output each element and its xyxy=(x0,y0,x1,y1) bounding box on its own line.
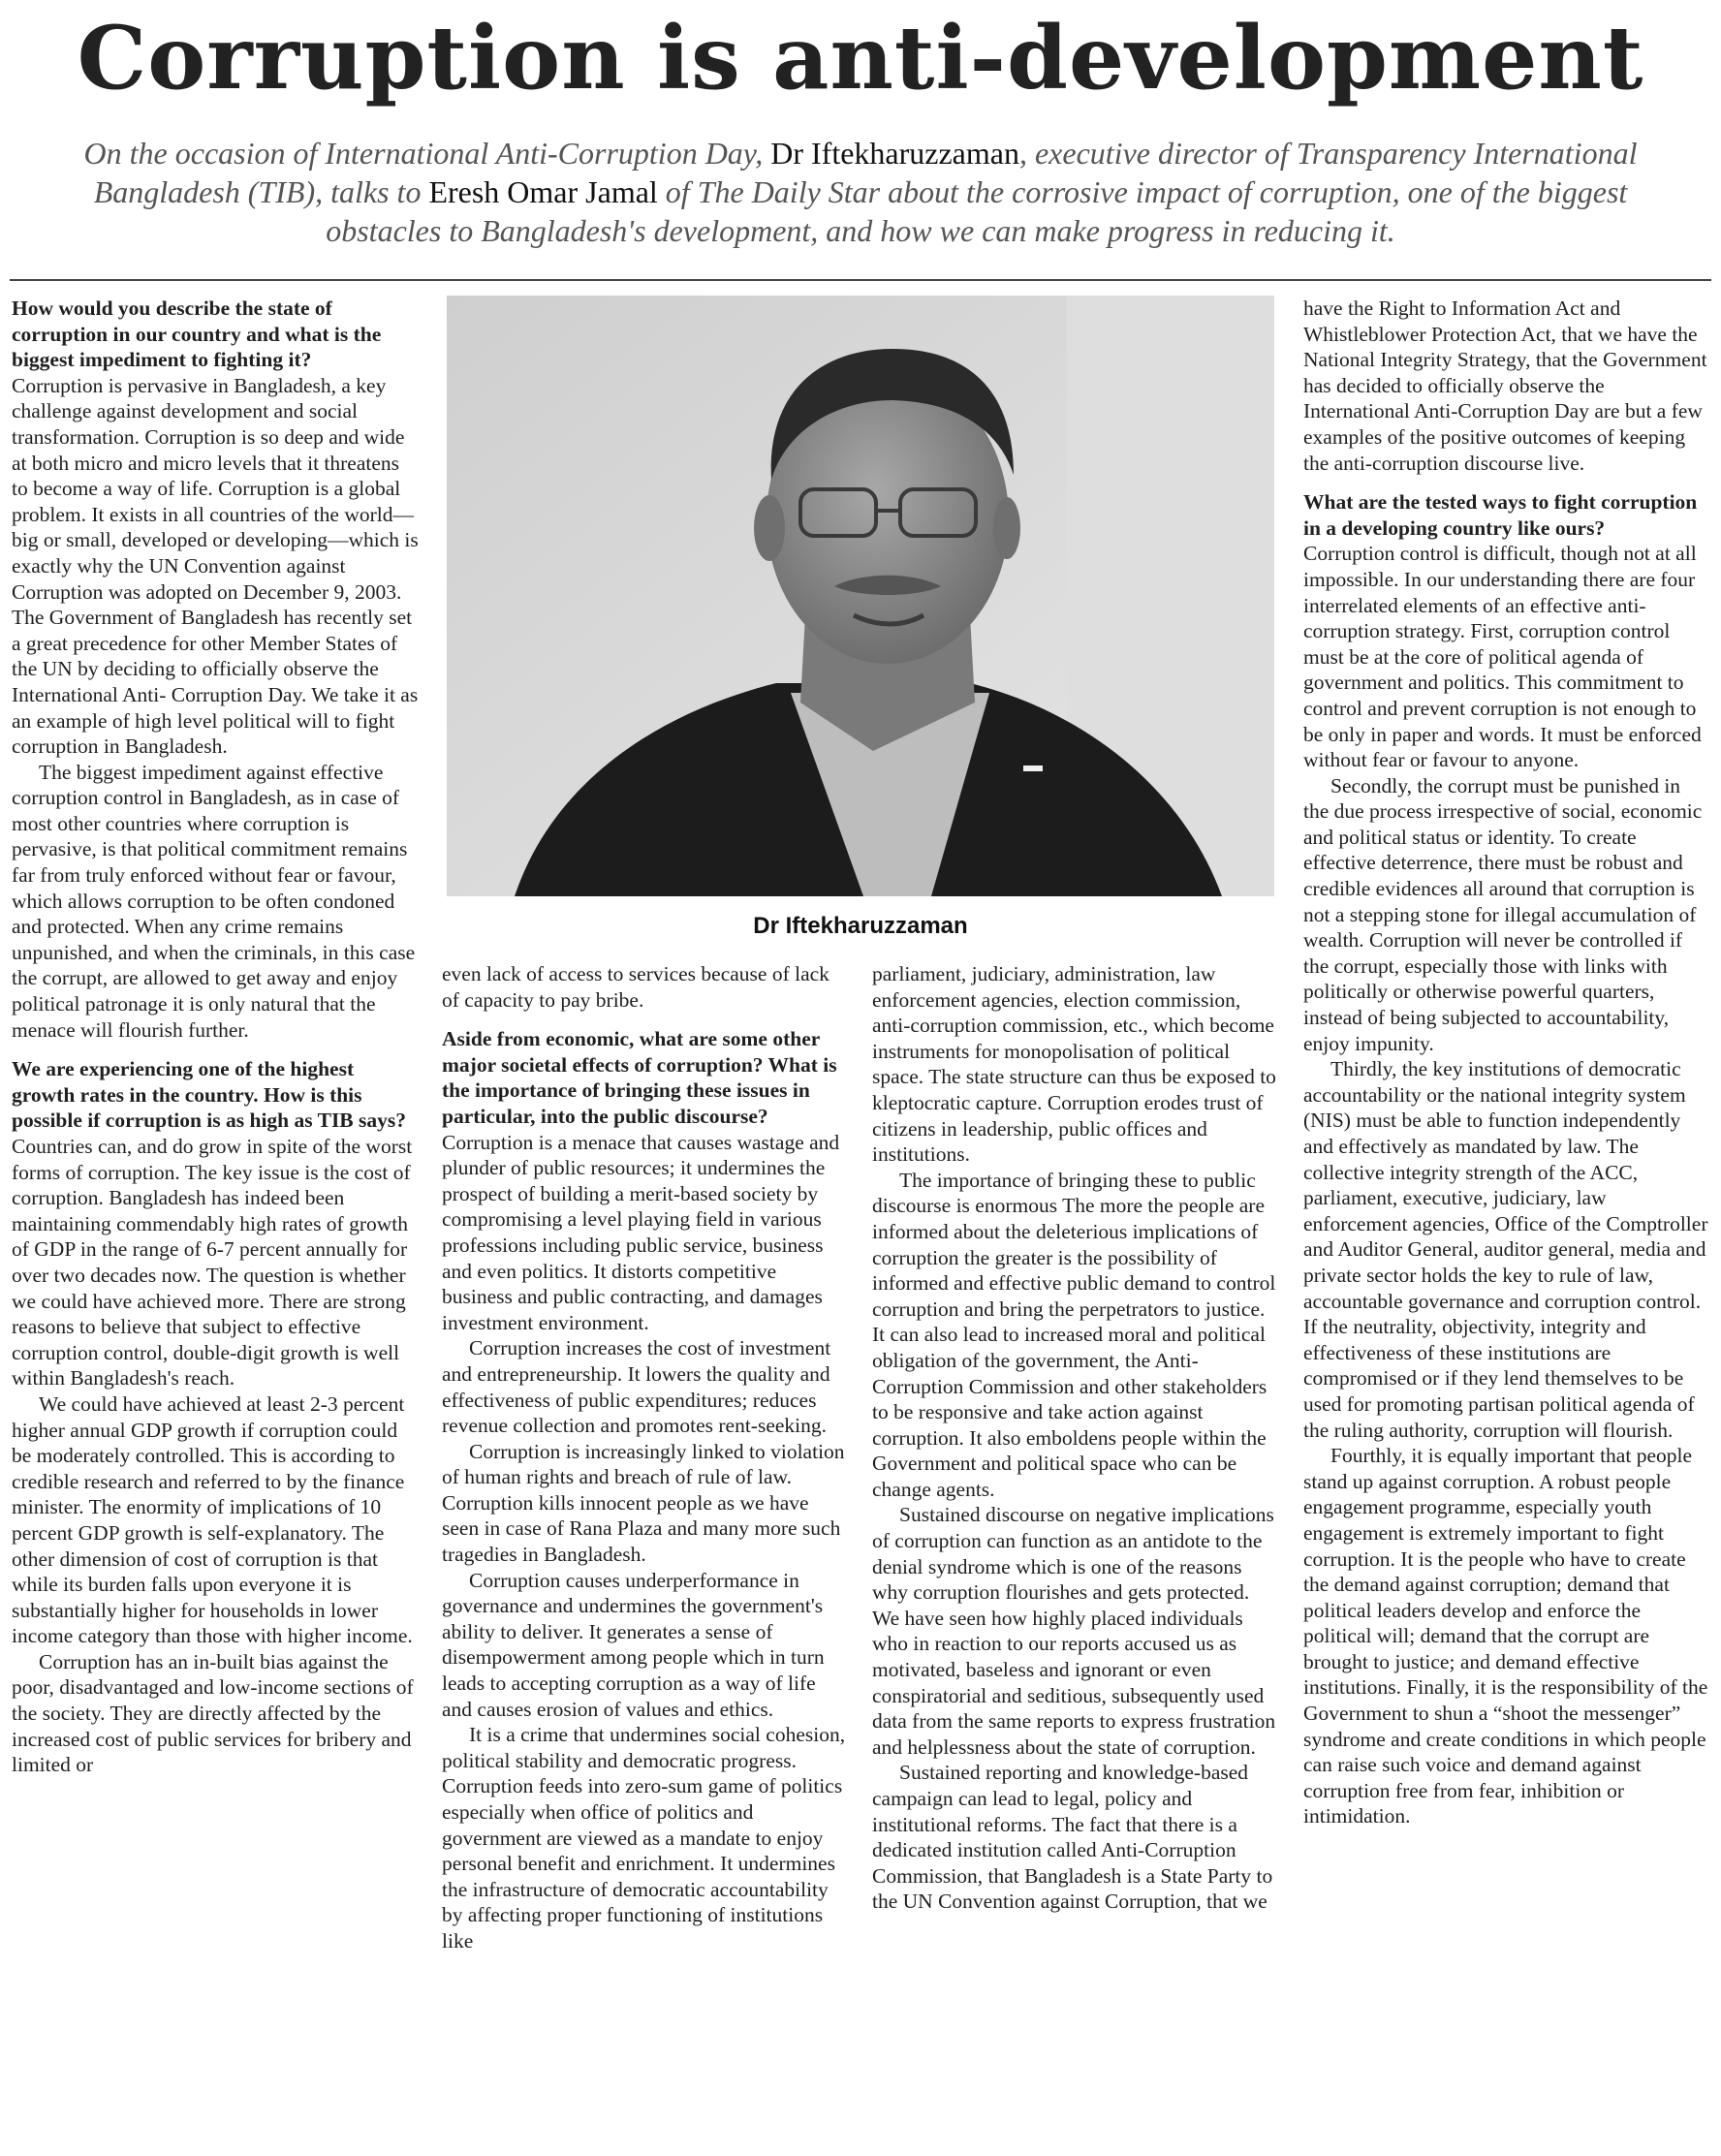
answer-paragraph: Corruption is increasingly linked to violation of human rights and breach of rule of law. Corruption kills innocent people as we have seen in case of Rana Plaza and many more such tragedies in Bangladesh. xyxy=(442,1439,845,1567)
answer-paragraph: Sustained discourse on negative implications of corruption can function as an antidote to the denial syndrome which is one of the reasons why corruption flourishes and gets protected. We have seen how highly placed individuals who in reaction to our reports accused us as motivated, baseless and ignorant or even conspiratorial and seditious, subsequently used data from the same reports to express frustration and helplessness about the state of corruption. xyxy=(872,1503,1276,1759)
answer-paragraph: The importance of bringing these to public discourse is enormous The more the people are informed about the deleterious implications of corruption the greater is the possibility of informed and effective public demand to control corruption and bring the perpetrators to justice. It can also lead to increased moral and political obligation of the government, the Anti-Corruption Commission and other stakeholders to be responsive and take action against corruption. It also emboldens people within the Government and political space who can be change agents. xyxy=(872,1168,1276,1501)
answer-paragraph: Corruption has an in-built bias against the poor, disadvantaged and low-income sections of the society. They are directly affected by the increased cost of public services for bribery and limited or xyxy=(12,1649,414,1777)
question-4: What are the tested ways to fight corruption in a developing country like ours? xyxy=(1303,490,1698,540)
standfirst xyxy=(48,134,1673,250)
photo-caption: Dr Iftekharuzzaman xyxy=(753,913,968,939)
article-column-3 xyxy=(872,961,1279,1915)
standfirst-part2: , executive director of Transparency International Bangladesh (TIB), talks to xyxy=(93,136,1638,209)
answer-paragraph: Corruption control is difficult, though not at all impossible. In our understanding there are four interrelated elements of an effective anti-corruption strategy. First, corruption control must be at the core of political agenda of government and politics. This commitment to control and prevent corruption is not enough to be only in paper and words. It must be enforced without fear or favour to anyone. xyxy=(1303,542,1702,772)
article-column-4 xyxy=(1303,296,1710,1829)
question-3: Aside from economic, what are some other major societal effects of corruption? What is the importance of bringing these issues in particular, into the public discourse? xyxy=(442,1027,837,1128)
question-1: How would you describe the state of corruption in our country and what is the biggest impediment to fighting it? xyxy=(12,297,382,372)
article-column-1 xyxy=(12,296,419,1778)
answer-paragraph: The biggest impediment against effective corruption control in Bangladesh, as in case of most other countries where corruption is pervasive, is that political commitment remains far from truly enforced without fear or favour, which allows corruption to be often condoned and protected. When any crime remains unpunished, and when the criminals, in this case the corrupt, are allowed to get away and enjoy political patronage it is only natural that the menace will flourish further. xyxy=(12,760,416,1042)
answer-paragraph: Secondly, the corrupt must be punished in the due process irrespective of social, economic and political status or identity. To create effective deterrence, there must be robust and credible evidences all around that corruption is not a stepping stone for illegal accumulation of wealth. Corruption will never be controlled if the corrupt, especially those with links with politically or otherwise powerful quarters, instead of being subjected to accountability, enjoy impunity. xyxy=(1303,773,1703,1055)
answer-paragraph: Countries can, and do grow in spite of the worst forms of corruption. The key issue is the cost of corruption. Bangladesh has indeed been maintaining commendably high rates of growth of GDP in the range of 6-7 percent annually for over two decades now. The question is whether we could have achieved more. There are strong reasons to believe that subject to effective corruption control, double-digit growth is well within Bangladesh's reach. xyxy=(12,1135,413,1390)
interviewer-name: Eresh Omar Jamal xyxy=(428,174,658,209)
answer-paragraph: Corruption increases the cost of investment and entrepreneurship. It lowers the quality and effectiveness of public expenditures; reduces revenue collection and promotes rent-seeking. xyxy=(442,1336,831,1438)
answer-paragraph: We could have achieved at least 2-3 percent higher annual GDP growth if corruption could be moderately controlled. This is according to credible research and referred to by the finance minister. The enormity of implications of 10 percent GDP growth is self-explanatory. The other dimension of cost of corruption is that while its burden falls upon everyone it is substantially higher for households in lower income category than those with higher income. xyxy=(12,1391,413,1648)
answer-paragraph: even lack of access to services because of lack of capacity to pay bribe. xyxy=(442,962,829,1012)
answer-paragraph: It is a crime that undermines social cohesion, political stability and democratic progress. Corruption feeds into zero-sum game of politics especially when office of politics and government are viewed as a mandate to enjoy personal benefit and enrichment. It undermines the infrastructure of democratic accountability by affecting proper functioning of institutions like xyxy=(442,1723,846,1953)
answer-paragraph: have the Right to Information Act and Whistleblower Protection Act, that we have the National Integrity Strategy, that the Government has decided to officially observe the International Anti-Corruption Day are but a few examples of the positive outcomes of keeping the anti-corruption discourse live. xyxy=(1303,297,1707,475)
interviewee-name: Dr Iftekharuzzaman xyxy=(770,136,1019,171)
answer-paragraph: Corruption is a menace that causes wastage and plunder of public resources; it undermines the prospect of building a merit-based society by compromising a level playing field in various professions including public service, business and even politics. It distorts competitive business and public contracting, and damages investment environment. xyxy=(442,1130,840,1334)
answer-paragraph: Fourthly, it is equally important that people stand up against corruption. A robust people engagement programme, especially youth engagement is extremely important to fight corruption. It is the people who have to create the demand against corruption; demand that political leaders develop and enforce the political will; demand that the corrupt are brought to justice; and demand effective institutions. Finally, it is the responsibility of the Government to shun a “shoot the messenger” syndrome and create conditions in which people can raise such voice and demand against corruption free from fear, inhibition or intimidation. xyxy=(1303,1444,1708,1828)
answer-paragraph: parliament, judiciary, administration, law enforcement agencies, election commission, anti-corruption commission, etc., which become instruments for monopolisation of political space. The state structure can thus be exposed to kleptocratic capture. Corruption erodes trust of citizens in leadership, public offices and institutions. xyxy=(872,962,1276,1167)
answer-paragraph: Corruption is pervasive in Bangladesh, a key challenge against development and social transformation. Corruption is so deep and wide at both micro and micro levels that it threatens to become a way of life. Corruption is a global problem. It exists in all countries of the world—big or small, developed or developing—which is exactly why the UN Convention against Corruption was adopted on December 9, 2003. The Government of Bangladesh has recently set a great precedence for other Member States of the UN by deciding to officially observe the International Anti- Corruption Day. We take it as an example of high level political will to fight corruption in Bangladesh. xyxy=(12,373,419,759)
question-2: We are experiencing one of the highest growth rates in the country. How is this possible if corruption is as high as TIB says? xyxy=(12,1057,407,1133)
standfirst-part3: of The Daily Star about the corrosive impact of corruption, one of the biggest obstacles to Bangladesh's development, and how we can make progress in reducing it. xyxy=(326,174,1628,248)
answer-paragraph: Thirdly, the key institutions of democratic accountability or the national integrity system (NIS) must be able to function independently and effectively as mandated by law. The collective integrity strength of the ACC, parliament, executive, judiciary, law enforcement agencies, Office of the Comptroller and Auditor General, auditor general, media and private sector holds the key to rule of law, accountable governance and corruption control. If the neutrality, objectivity, integrity and effectiveness of these institutions are compromised or if they lend themselves to be used for promoting partisan political agenda of the ruling authority, corruption will flourish. xyxy=(1303,1057,1708,1442)
header-divider xyxy=(10,279,1711,281)
standfirst-part1: On the occasion of International Anti-Corruption Day, xyxy=(83,136,771,171)
portrait-illustration xyxy=(447,296,1274,896)
answer-paragraph: Sustained reporting and knowledge-based campaign can lead to legal, policy and institutional reforms. The fact that there is a dedicated institution called Anti-Corruption Commission, that Bangladesh is a State Party to the UN Convention against Corruption, that we xyxy=(872,1761,1273,1914)
portrait-photo xyxy=(447,296,1274,896)
article-column-2 xyxy=(442,961,849,1954)
headline: Corruption is anti-development xyxy=(77,7,1644,109)
answer-paragraph: Corruption causes underperformance in governance and undermines the government's ability to deliver. It generates a sense of disempowerment among people which in turn leads to accepting corruption as a way of life and causes erosion of values and ethics. xyxy=(442,1568,825,1721)
